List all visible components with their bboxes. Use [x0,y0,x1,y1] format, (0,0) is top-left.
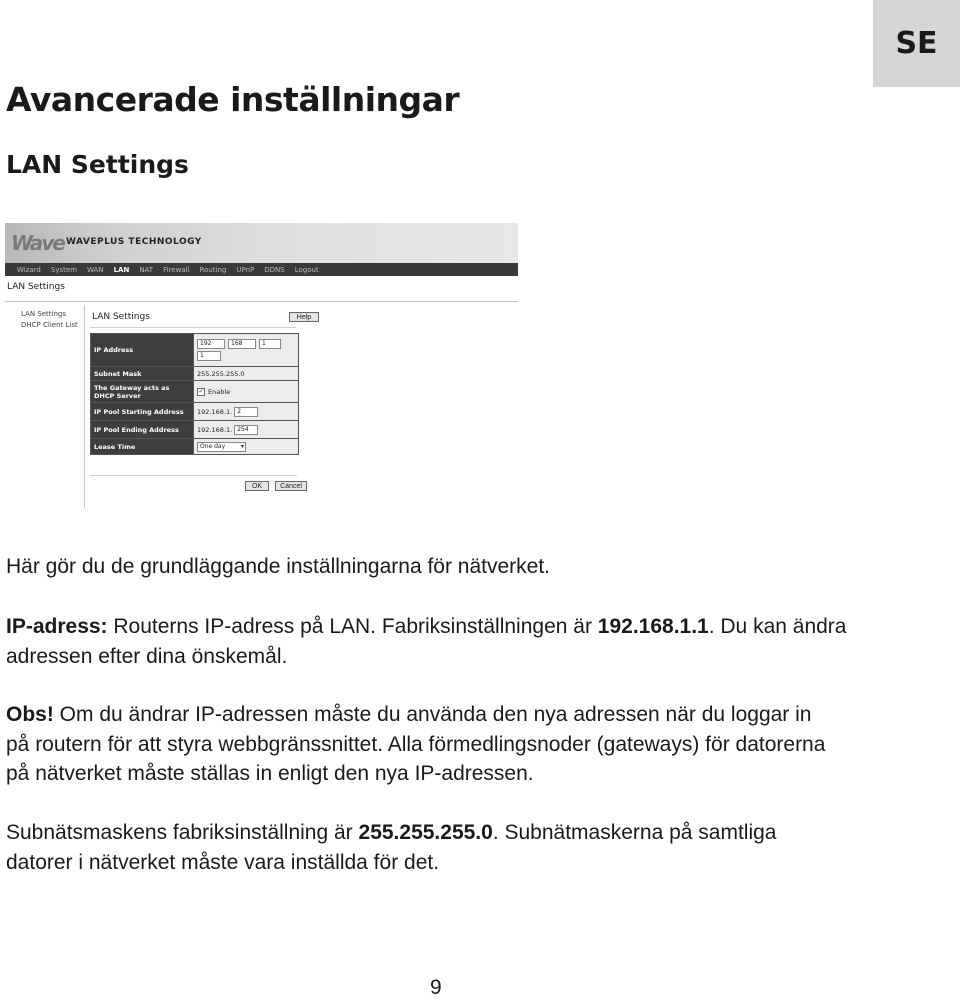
pool-start-value [194,403,298,420]
router-page-heading: LAN Settings [7,282,65,292]
ip-label: IP-adress: [6,615,108,638]
pool-end-label: IP Pool Ending Address [91,421,193,438]
ip-octet-1-input[interactable]: 192 [197,339,225,349]
obs-label: Obs! [6,703,54,726]
ip-octet-4-input[interactable]: 1 [197,351,221,361]
nav-routing[interactable]: Routing [199,265,227,274]
intro-paragraph: Här gör du de grundläggande inställningarna för nätverket. [6,555,551,578]
divider [90,475,297,476]
ip-text-2: . Du kan ändra adressen efter dina önskemål. [6,615,847,668]
nav-wan[interactable]: WAN [86,265,104,274]
dhcp-server-value [194,381,298,402]
pool-start-input[interactable]: 2 [234,407,258,417]
chevron-down-icon: ▾ [240,443,244,450]
subnet-default: 255.255.255.0 [358,821,493,844]
router-nav [5,263,518,276]
router-screenshot [5,223,518,508]
nav-nat[interactable]: NAT [139,265,154,274]
ip-octet-3-input[interactable]: 1 [259,339,281,349]
row-dhcp-server [91,381,298,402]
router-header [5,223,518,263]
subnet-text-2: . Subnätmaskerna på samtliga datorer i nätverket måste vara inställda för det. [6,821,777,874]
row-subnet-mask [91,367,298,380]
row-lease-time [91,439,298,454]
lease-time-selected: One day [200,443,226,450]
ip-paragraph [6,612,906,671]
page-title: Avancerade inställningar [6,80,460,119]
help-button[interactable]: Help [289,312,319,322]
pool-end-prefix: 192.168.1. [197,425,233,434]
cancel-button[interactable]: Cancel [275,481,307,491]
ip-octet-2-input[interactable]: 168 [228,339,256,349]
subnet-mask-value: 255.255.255.0 [194,367,298,380]
ok-button[interactable]: OK [245,481,269,491]
dhcp-server-label: The Gateway acts as DHCP Server [91,381,193,402]
row-pool-start [91,403,298,420]
section-title: LAN Settings [6,150,189,179]
nav-firewall[interactable]: Firewall [163,265,190,274]
panel-title: LAN Settings [92,312,150,322]
pool-start-label: IP Pool Starting Address [91,403,193,420]
ip-address-value [194,334,298,366]
lease-time-label: Lease Time [91,439,193,454]
nav-logout[interactable]: Logout [294,265,319,274]
lan-settings-table [90,333,299,455]
brand-name: WAVEPLUS TECHNOLOGY [66,237,202,247]
nav-system[interactable]: System [50,265,77,274]
sidebar-item-dhcp-client-list[interactable]: DHCP Client List [21,321,78,329]
brand-logo: Wave [11,231,64,255]
nav-upnp[interactable]: UPnP [236,265,255,274]
enable-label: Enable [208,387,231,396]
subnet-text-1: Subnätsmaskens fabriksinställning är [6,821,359,844]
nav-lan[interactable]: LAN [113,265,130,274]
lease-time-value [194,439,298,454]
ip-text-1: Routerns IP-adress på LAN. Fabriksinställningen är [107,615,598,638]
obs-paragraph [6,700,836,789]
pool-end-value [194,421,298,438]
divider [90,327,296,328]
enable-checkbox[interactable]: ✓ [198,387,204,395]
nav-ddns[interactable]: DDNS [264,265,285,274]
language-tab: SE [873,0,960,87]
subnet-mask-label: Subnet Mask [91,367,193,380]
ip-default: 192.168.1.1 [597,615,709,638]
divider [84,305,85,508]
ip-address-label: IP Address [91,334,193,366]
row-pool-end [91,421,298,438]
pool-start-prefix: 192.168.1. [197,407,233,416]
divider [5,301,518,302]
nav-wizard[interactable]: Wizard [17,265,41,274]
sidebar-item-lan-settings[interactable]: LAN Settings [21,310,67,318]
row-ip-address [91,334,298,366]
page-number: 9 [430,976,442,999]
lease-time-select[interactable] [197,442,246,452]
obs-text: Om du ändrar IP-adressen måste du använda den nya adressen när du loggar in på routern för att styra webbgränssnittet. Alla förmedlingsnoder (gateways) för datorerna på nätverket måste ställas in enligt den nya IP-adressen. [6,703,826,785]
pool-end-input[interactable]: 254 [234,425,258,435]
subnet-paragraph [6,818,846,877]
